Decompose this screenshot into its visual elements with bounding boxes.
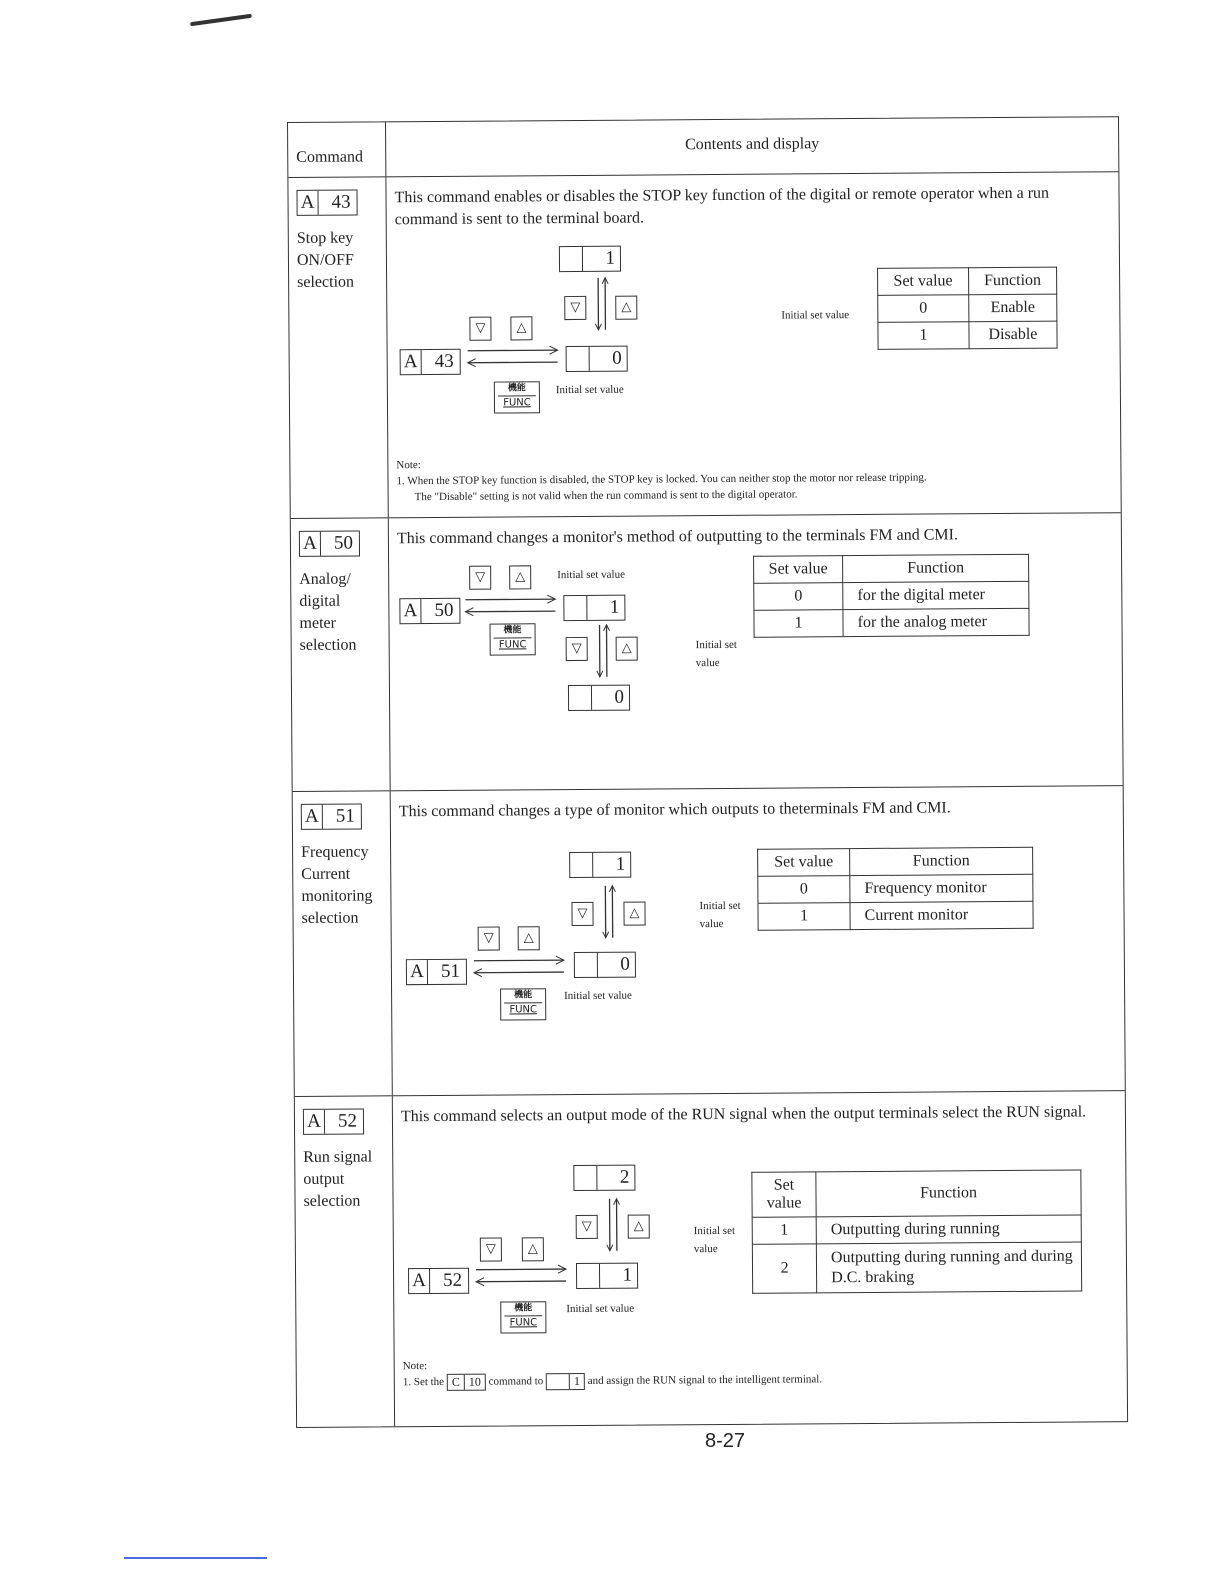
up-key-icon: △ [623,902,645,926]
table-initial-label: Initial set value [695,638,737,670]
func-key-icon: 機能 FUNC [490,623,536,655]
down-key-icon: ▽ [564,296,586,320]
command-code: A 52 [408,1268,469,1294]
command-name: Stop key ON/OFF selection [296,229,355,291]
table-row [291,513,1123,792]
table-row [295,1091,1127,1427]
exchange-arrows-icon [472,954,568,979]
command-code: A 50 [299,531,360,557]
down-key-icon: ▽ [480,1238,502,1262]
description: This command selects an output mode of the RUN signal when the output terminals select the RUN signal. [400,1103,1087,1126]
header-command: Command [288,122,386,177]
down-key-icon: ▽ [576,1215,598,1239]
page-number: 8-27 [704,1430,746,1452]
up-key-icon: △ [510,316,532,340]
function-table: Set value Function 0 for the digital meter 1 for the analog meter [753,554,1030,638]
function-table: Set value Function 0 Enable 1 Disable [877,267,1058,350]
description: This command changes a monitor's method of outputting to the terminals FM and CMI. [396,526,958,548]
command-code: A 50 [399,598,460,624]
up-key-icon: △ [509,565,531,589]
table-header [288,117,1118,178]
bottom-rule [124,1557,267,1559]
initial-value-label: Initial set value [557,568,626,582]
up-key-icon: △ [628,1214,650,1238]
function-table: Set value Function 1 Outputting during running 2 Outputting during running and during D.C. braking [751,1169,1082,1293]
func-key-icon: 機能 FUNC [494,381,540,413]
command-code: A 52 [303,1108,364,1134]
updown-arrows-icon [593,621,613,681]
initial-value-label: Initial set value [566,1302,635,1316]
note: Note: 1. Set the C 10 command to 1 and assign the RUN signal to the intelligent terminal. [403,1355,823,1391]
command-name: Analog/ digital meter selection [299,570,357,654]
up-key-icon: △ [522,1237,544,1261]
note-value-box: 1 [546,1373,585,1390]
up-key-icon: △ [518,926,540,950]
down-key-icon: ▽ [469,566,491,590]
value-display-bottom: 0 [566,346,628,372]
description: This command changes a type of monitor which outputs to theterminals FM and CMI. [398,799,951,821]
command-code: A 43 [400,349,461,375]
value-display-bottom: 0 [568,685,630,711]
note-command-code: C 10 [447,1374,486,1391]
scan-mark [190,14,252,27]
table-row [288,172,1120,519]
function-table: Set value Function 0 Frequency monitor 1 Current monitor [757,847,1034,931]
command-name: Run signal output selection [303,1148,373,1210]
command-code: A 43 [296,190,357,216]
command-code: A 51 [301,803,362,829]
table-initial-label: Initial set value [781,309,850,322]
updown-arrows-icon [592,274,612,334]
exchange-arrows-icon [474,1263,570,1288]
func-key-icon: 機能 FUNC [500,1301,546,1333]
updown-arrows-icon [603,1195,623,1255]
down-key-icon: ▽ [566,637,588,661]
value-display-top: 1 [563,595,625,621]
command-code: A 51 [406,959,467,985]
command-table [287,116,1128,1428]
value-display-top: 2 [573,1165,635,1191]
table-row [293,786,1125,1097]
value-display-top: 1 [559,246,621,272]
table-initial-label: Initial set value [699,899,741,931]
description: This command enables or disables the STOP key function of the digital or remote operator when a run command is sent to the terminal board. [394,184,1050,229]
down-key-icon: ▽ [469,317,491,341]
command-name: Frequency Current monitoring selection [301,843,373,927]
updown-arrows-icon [599,882,619,942]
exchange-arrows-icon [463,593,559,618]
value-display-bottom: 0 [574,952,636,978]
down-key-icon: ▽ [478,927,500,951]
initial-value-label: Initial set value [555,383,624,397]
value-display-top: 1 [569,852,631,878]
value-display-bottom: 1 [576,1263,638,1289]
table-initial-label: Initial set value [693,1224,736,1256]
initial-value-label: Initial set value [564,989,632,1003]
up-key-icon: △ [615,296,637,320]
note: Note: 1. When the STOP key function is disabled, the STOP key is locked. You can neither stop the motor nor release tripping. The "Disable" setting is not valid when the run command is sent to the digital operator. [396,459,927,504]
func-key-icon: 機能 FUNC [500,988,546,1020]
header-contents: Contents and display [684,135,820,154]
up-key-icon: △ [616,637,638,661]
down-key-icon: ▽ [571,902,593,926]
exchange-arrows-icon [466,344,562,369]
